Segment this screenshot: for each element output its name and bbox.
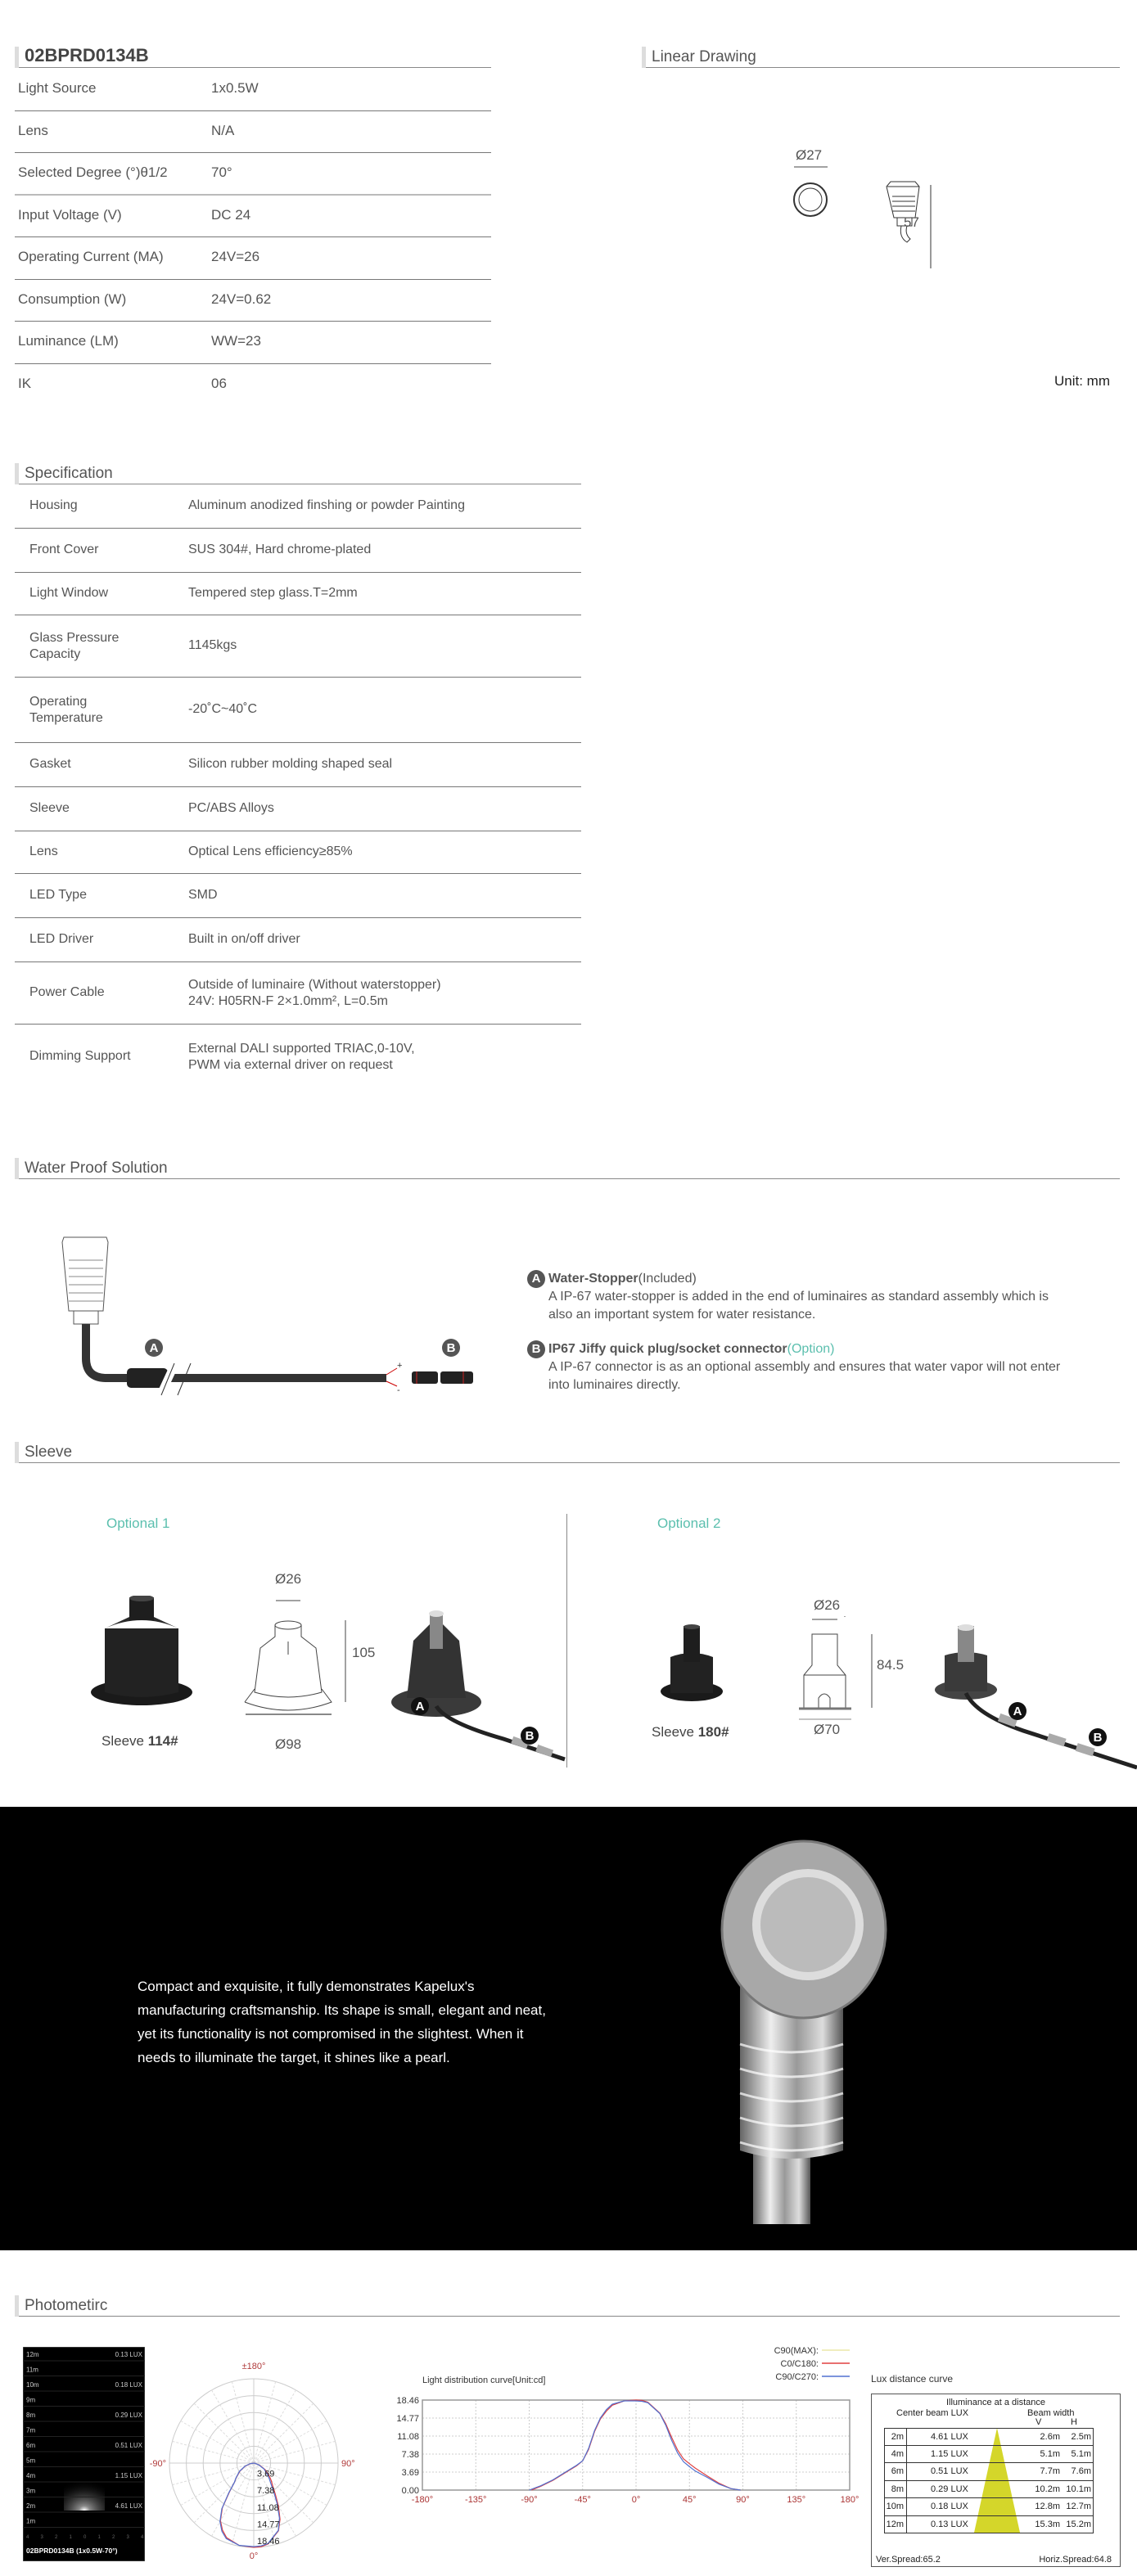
specification-header xyxy=(15,462,581,484)
polar-spoke xyxy=(181,2463,254,2506)
x-tick: 1 xyxy=(69,2535,72,2540)
distance: 4m xyxy=(885,2446,907,2463)
polar-bottom-label: 0° xyxy=(249,2551,259,2561)
sleeve-114-assembly-photo xyxy=(389,1608,569,1772)
spec-row xyxy=(15,918,581,962)
distance-label: 10m xyxy=(26,2381,39,2389)
center-lux: 0.29 LUX xyxy=(931,2484,968,2494)
value-line: Outside of luminaire (Without waterstopper) xyxy=(188,978,441,992)
light-distribution-chart xyxy=(377,2340,868,2576)
section-title: Specification xyxy=(25,465,113,482)
polar-spoke xyxy=(173,2441,254,2463)
row-label: Selected Degree (°)θ1/2 xyxy=(18,164,168,180)
header-accent-bar xyxy=(15,1442,19,1463)
lux-label: 0.29 LUX xyxy=(115,2412,142,2419)
y-tick-label: 18.46 xyxy=(396,2396,419,2406)
polar-ring-label: 18.46 xyxy=(257,2537,280,2547)
polar-ring-label: 14.77 xyxy=(257,2520,280,2530)
distance-label: 12m xyxy=(26,2351,39,2358)
sleeve-114-caption xyxy=(102,1733,178,1750)
beam-width-label: Beam width xyxy=(1027,2408,1075,2418)
linear-drawing-header xyxy=(642,45,1120,68)
lux-row xyxy=(884,2446,1094,2464)
header-accent-bar xyxy=(15,2295,19,2317)
optional-1-label: Optional 1 xyxy=(106,1515,170,1531)
spec-row xyxy=(15,69,491,111)
polar-spoke xyxy=(212,2390,255,2463)
row-value: 24V=26 xyxy=(211,249,260,264)
item-title: IP67 Jiffy quick plug/socket connector xyxy=(548,1342,787,1356)
row-label: Input Voltage (V) xyxy=(18,206,122,223)
waterproof-diagram xyxy=(49,1227,508,1407)
bottom-diameter: Ø98 xyxy=(275,1736,302,1752)
row-label: Luminance (LM) xyxy=(18,333,119,349)
lux-label: 0.18 LUX xyxy=(115,2381,142,2389)
row-value: 1x0.5W xyxy=(211,80,259,96)
row-label: Front Cover xyxy=(29,543,99,556)
spec-row xyxy=(15,111,491,154)
legend-label: C0/C180: xyxy=(780,2359,819,2369)
header-accent-bar xyxy=(15,463,19,484)
distance: 12m xyxy=(885,2516,907,2533)
height-dimension: 105 xyxy=(352,1645,376,1660)
y-tick-label: 0.00 xyxy=(401,2486,419,2496)
y-tick-label: 11.08 xyxy=(397,2431,419,2442)
lux-row xyxy=(884,2498,1094,2516)
row-value: 1145kgs xyxy=(188,638,237,652)
badge-a-icon: A xyxy=(527,1270,545,1288)
beam-glow xyxy=(64,2476,105,2511)
badge-a-icon: A xyxy=(145,1339,163,1357)
spec-row xyxy=(15,364,491,407)
center-lux: 0.13 LUX xyxy=(931,2519,968,2529)
distance-label: 9m xyxy=(26,2396,36,2404)
spec-row xyxy=(15,874,581,918)
optional-2-label: Optional 2 xyxy=(657,1515,721,1531)
cable-plus: + xyxy=(397,1361,403,1371)
row-value: Aluminum anodized finshing or powder Painting xyxy=(188,498,465,512)
spec-row xyxy=(15,322,491,364)
product-photo xyxy=(704,1840,917,2249)
polar-ring-label: 3.69 xyxy=(257,2469,275,2479)
center-lux: 0.51 LUX xyxy=(931,2466,968,2476)
row-value: Tempered step glass.T=2mm xyxy=(188,586,358,600)
distance: 8m xyxy=(885,2481,907,2498)
x-tick-label: -90° xyxy=(521,2495,538,2505)
linear-drawing xyxy=(786,164,999,286)
spec-row xyxy=(15,787,581,831)
row-label: Sleeve xyxy=(29,801,70,815)
row-value: Silicon rubber molding shaped seal xyxy=(188,757,393,771)
lux-row xyxy=(884,2428,1094,2446)
row-value: 24V=0.62 xyxy=(211,290,272,307)
row-label: Light Window xyxy=(29,586,109,600)
polar-ring-label: 11.08 xyxy=(257,2502,279,2513)
x-tick: 2 xyxy=(55,2535,58,2540)
lux-row xyxy=(884,2481,1094,2499)
header-accent-bar xyxy=(15,1158,19,1179)
spec-row xyxy=(15,280,491,322)
value-line: 24V: H05RN-F 2×1.0mm², L=0.5m xyxy=(188,994,388,1008)
polar-spoke xyxy=(173,2463,254,2485)
legend-label: C90/C270: xyxy=(775,2372,819,2382)
row-label: LED Type xyxy=(29,888,87,902)
table-heading: Illuminance at a distance xyxy=(945,2398,1046,2407)
row-value xyxy=(188,977,441,1010)
distance: 2m xyxy=(885,2429,907,2445)
badge-b-icon: B xyxy=(1089,1728,1107,1746)
spec-row xyxy=(15,196,491,238)
beam-h: 5.1m xyxy=(1071,2448,1091,2459)
x-tick-label: 0° xyxy=(631,2495,641,2505)
row-value: 06 xyxy=(211,375,227,391)
x-tick-label: -135° xyxy=(465,2495,487,2505)
badge-a-icon: A xyxy=(411,1697,429,1715)
beam-v: 7.7m xyxy=(1040,2466,1060,2476)
spec-row xyxy=(15,153,491,196)
center-lux: 1.15 LUX xyxy=(931,2448,968,2459)
polar-spoke xyxy=(181,2421,254,2464)
row-label: Operating Current (MA) xyxy=(18,249,164,264)
row-value: 70° xyxy=(211,164,232,180)
row-value: -20˚C~40˚C xyxy=(188,702,258,716)
beam-v: 2.6m xyxy=(1040,2432,1060,2442)
x-tick: 0 xyxy=(83,2535,87,2540)
sleeve-180-photo xyxy=(659,1624,724,1706)
beam-v: 15.3m xyxy=(1035,2519,1060,2529)
polar-spoke xyxy=(212,2463,255,2536)
x-tick-label: 90° xyxy=(736,2495,750,2505)
y-tick-label: 3.69 xyxy=(401,2468,419,2479)
sleeve-header xyxy=(15,1440,1120,1463)
isolux-diagram xyxy=(23,2347,145,2561)
x-tick: 1 xyxy=(97,2535,101,2540)
spec-row xyxy=(15,529,581,573)
polar-spoke xyxy=(232,2463,254,2544)
row-value: SUS 304#, Hard chrome-plated xyxy=(188,543,372,556)
waterproof-header xyxy=(15,1156,1120,1179)
item-title: Water-Stopper xyxy=(548,1272,638,1286)
height-dimension: 84.5 xyxy=(877,1657,905,1673)
lux-distance-title: Lux distance curve xyxy=(871,2373,954,2385)
row-label: Glass Pressure Capacity xyxy=(29,631,120,661)
sleeve-114-drawing xyxy=(241,1596,356,1718)
item-desc: A IP-67 connector is as an optional assembly and ensures that water vapor will not enter into luminaires directly. xyxy=(548,1360,1061,1392)
polar-spoke xyxy=(194,2403,254,2463)
bottom-diameter: Ø70 xyxy=(814,1722,841,1737)
badge-b-icon: B xyxy=(442,1339,460,1357)
polar-spoke xyxy=(194,2463,254,2523)
h-label: H xyxy=(1071,2417,1077,2427)
value-line: PWM via external driver on request xyxy=(188,1058,393,1072)
height-label: 57 xyxy=(904,214,919,230)
x-tick-label: 135° xyxy=(787,2495,806,2505)
spec-row xyxy=(15,484,581,529)
distance-label: 7m xyxy=(26,2426,36,2434)
sleeve-180-assembly-photo xyxy=(933,1624,1137,1772)
row-label: Dimming Support xyxy=(29,1049,131,1063)
x-tick-label: 180° xyxy=(840,2495,860,2505)
polar-spoke xyxy=(254,2390,296,2463)
distance-label: 4m xyxy=(26,2472,36,2479)
top-diameter: Ø26 xyxy=(814,1597,841,1613)
lux-distance-table xyxy=(871,2394,1121,2567)
row-label: Power Cable xyxy=(29,985,105,999)
row-value: Built in on/off driver xyxy=(188,932,300,946)
distance: 6m xyxy=(885,2463,907,2480)
item-note: (Included) xyxy=(638,1272,697,1286)
badge-b-icon: B xyxy=(521,1727,539,1745)
row-label: Lens xyxy=(29,844,58,858)
x-tick: 3 xyxy=(126,2535,129,2540)
section-title: Photometirc xyxy=(25,2297,108,2314)
distance-label: 8m xyxy=(26,2412,36,2419)
row-value: SMD xyxy=(188,888,218,902)
sleeve-model: 180# xyxy=(697,1724,729,1740)
spec-row xyxy=(15,678,581,743)
socket-connector xyxy=(440,1371,473,1384)
lux-row xyxy=(884,2463,1094,2481)
caption-text: Sleeve xyxy=(102,1733,148,1749)
center-lux: 4.61 LUX xyxy=(931,2432,968,2442)
distance-label: 5m xyxy=(26,2457,36,2465)
polar-ring-label: 7.38 xyxy=(257,2486,275,2497)
beam-v: 12.8m xyxy=(1035,2502,1060,2511)
x-tick-label: -45° xyxy=(574,2495,591,2505)
lux-label: 1.15 LUX xyxy=(115,2472,142,2479)
section-title: Water Proof Solution xyxy=(25,1160,168,1177)
beam-h: 2.5m xyxy=(1071,2432,1091,2442)
row-value xyxy=(188,1041,415,1074)
header-accent-bar xyxy=(642,47,646,68)
distance-label: 3m xyxy=(26,2487,36,2495)
x-tick: 4 xyxy=(26,2535,29,2540)
distance-label: 2m xyxy=(26,2502,36,2510)
lux-row xyxy=(884,2516,1094,2534)
badge-b-icon: B xyxy=(527,1340,545,1358)
sleeve-180-caption xyxy=(652,1724,729,1741)
distance-label: 11m xyxy=(26,2366,38,2374)
polar-spoke xyxy=(254,2421,327,2464)
x-tick: 4 xyxy=(141,2535,144,2540)
ver-spread: Ver.Spread:65.2 xyxy=(876,2555,941,2565)
beam-v: 5.1m xyxy=(1040,2448,1060,2459)
spec-row xyxy=(15,237,491,280)
diameter-label: Ø27 xyxy=(796,147,823,163)
row-value: Optical Lens efficiency≥85% xyxy=(188,844,353,858)
feature-text: Compact and exquisite, it fully demonstrates Kapelux's manufacturing craftsmanship. Its shape is small, elegant and neat, yet its functionality is not compromised in the slightest. When it needs to illuminate the target, it shines like a pearl. xyxy=(138,1979,546,2065)
section-title: Sleeve xyxy=(25,1443,73,1461)
spec-row xyxy=(15,962,581,1025)
polar-left-label: -90° xyxy=(149,2459,166,2469)
product-header xyxy=(15,45,491,68)
caption-text: Sleeve xyxy=(652,1724,698,1740)
y-tick-label: 7.38 xyxy=(401,2450,419,2461)
row-label: Gasket xyxy=(29,757,71,771)
spec-row xyxy=(15,615,581,678)
chart-title: Light distribution curve[Unit:cd] xyxy=(422,2376,546,2385)
section-title: Linear Drawing xyxy=(652,48,756,65)
lux-label: 0.51 LUX xyxy=(115,2442,142,2449)
row-value: N/A xyxy=(211,122,235,138)
product-code: 02BPRD0134B xyxy=(25,45,149,65)
sleeve-114-photo xyxy=(88,1596,195,1710)
legend-label: C90(MAX): xyxy=(774,2346,819,2356)
polar-spoke xyxy=(232,2382,254,2463)
header-accent-bar xyxy=(15,47,19,68)
polar-spoke xyxy=(254,2441,335,2463)
row-label: Light Source xyxy=(18,80,97,96)
unit-label: Unit: mm xyxy=(1054,373,1110,389)
item-desc: A IP-67 water-stopper is added in the end of luminaires as standard assembly which is also an important system for water resistance. xyxy=(548,1290,1049,1322)
polar-top-label: ±180° xyxy=(241,2362,266,2371)
lux-label: 4.61 LUX xyxy=(115,2502,142,2510)
beam-h: 10.1m xyxy=(1066,2484,1091,2494)
isolux-caption: 02BPRD0134B (1x0.5W-70°) xyxy=(26,2547,118,2555)
polar-spoke xyxy=(254,2403,314,2463)
x-tick-label: -180° xyxy=(411,2495,434,2505)
row-value: WW=23 xyxy=(211,333,261,349)
spec-row xyxy=(15,1025,581,1090)
x-tick-label: 45° xyxy=(682,2495,697,2505)
polar-right-label: 90° xyxy=(341,2459,355,2469)
distance-label: 1m xyxy=(26,2517,36,2525)
x-tick: 2 xyxy=(112,2535,115,2540)
row-value: DC 24 xyxy=(211,206,251,223)
photometric-header xyxy=(15,2294,1120,2317)
cable-minus: - xyxy=(397,1385,400,1395)
distance: 10m xyxy=(885,2498,907,2515)
beam-h: 12.7m xyxy=(1066,2502,1091,2511)
row-label: Operating Temperature xyxy=(29,695,103,725)
row-label: Consumption (W) xyxy=(18,290,127,307)
isolux-background xyxy=(23,2347,145,2561)
sleeve-180-drawing xyxy=(794,1616,884,1723)
top-diameter: Ø26 xyxy=(275,1571,302,1587)
x-tick: 3 xyxy=(40,2535,43,2540)
spec-row xyxy=(15,743,581,787)
row-label: LED Driver xyxy=(29,932,94,946)
beam-v: 10.2m xyxy=(1035,2484,1060,2494)
row-value: PC/ABS Alloys xyxy=(188,801,274,815)
center-beam-label: Center beam LUX xyxy=(896,2408,969,2418)
item-note: (Option) xyxy=(787,1342,835,1356)
badge-a-icon: A xyxy=(1008,1702,1026,1720)
beam-h: 15.2m xyxy=(1066,2519,1091,2529)
distance-label: 6m xyxy=(26,2442,36,2449)
value-line: External DALI supported TRIAC,0-10V, xyxy=(188,1042,415,1056)
spec-row xyxy=(15,831,581,874)
row-label: Housing xyxy=(29,498,78,512)
feature-banner xyxy=(0,1807,1137,2250)
horiz-spread: Horiz.Spread:64.8 xyxy=(1039,2555,1112,2565)
beam-h: 7.6m xyxy=(1071,2466,1091,2476)
sleeve-model: 114# xyxy=(147,1733,178,1749)
lux-label: 0.13 LUX xyxy=(115,2351,142,2358)
row-label: IK xyxy=(18,375,32,391)
spec-row xyxy=(15,573,581,615)
y-tick-label: 14.77 xyxy=(396,2413,419,2424)
polar-spoke xyxy=(254,2382,276,2463)
polar-diagram xyxy=(147,2349,368,2569)
center-lux: 0.18 LUX xyxy=(931,2502,968,2511)
plug-connector xyxy=(412,1371,438,1384)
v-label: V xyxy=(1035,2417,1042,2427)
row-label: Lens xyxy=(18,122,48,138)
